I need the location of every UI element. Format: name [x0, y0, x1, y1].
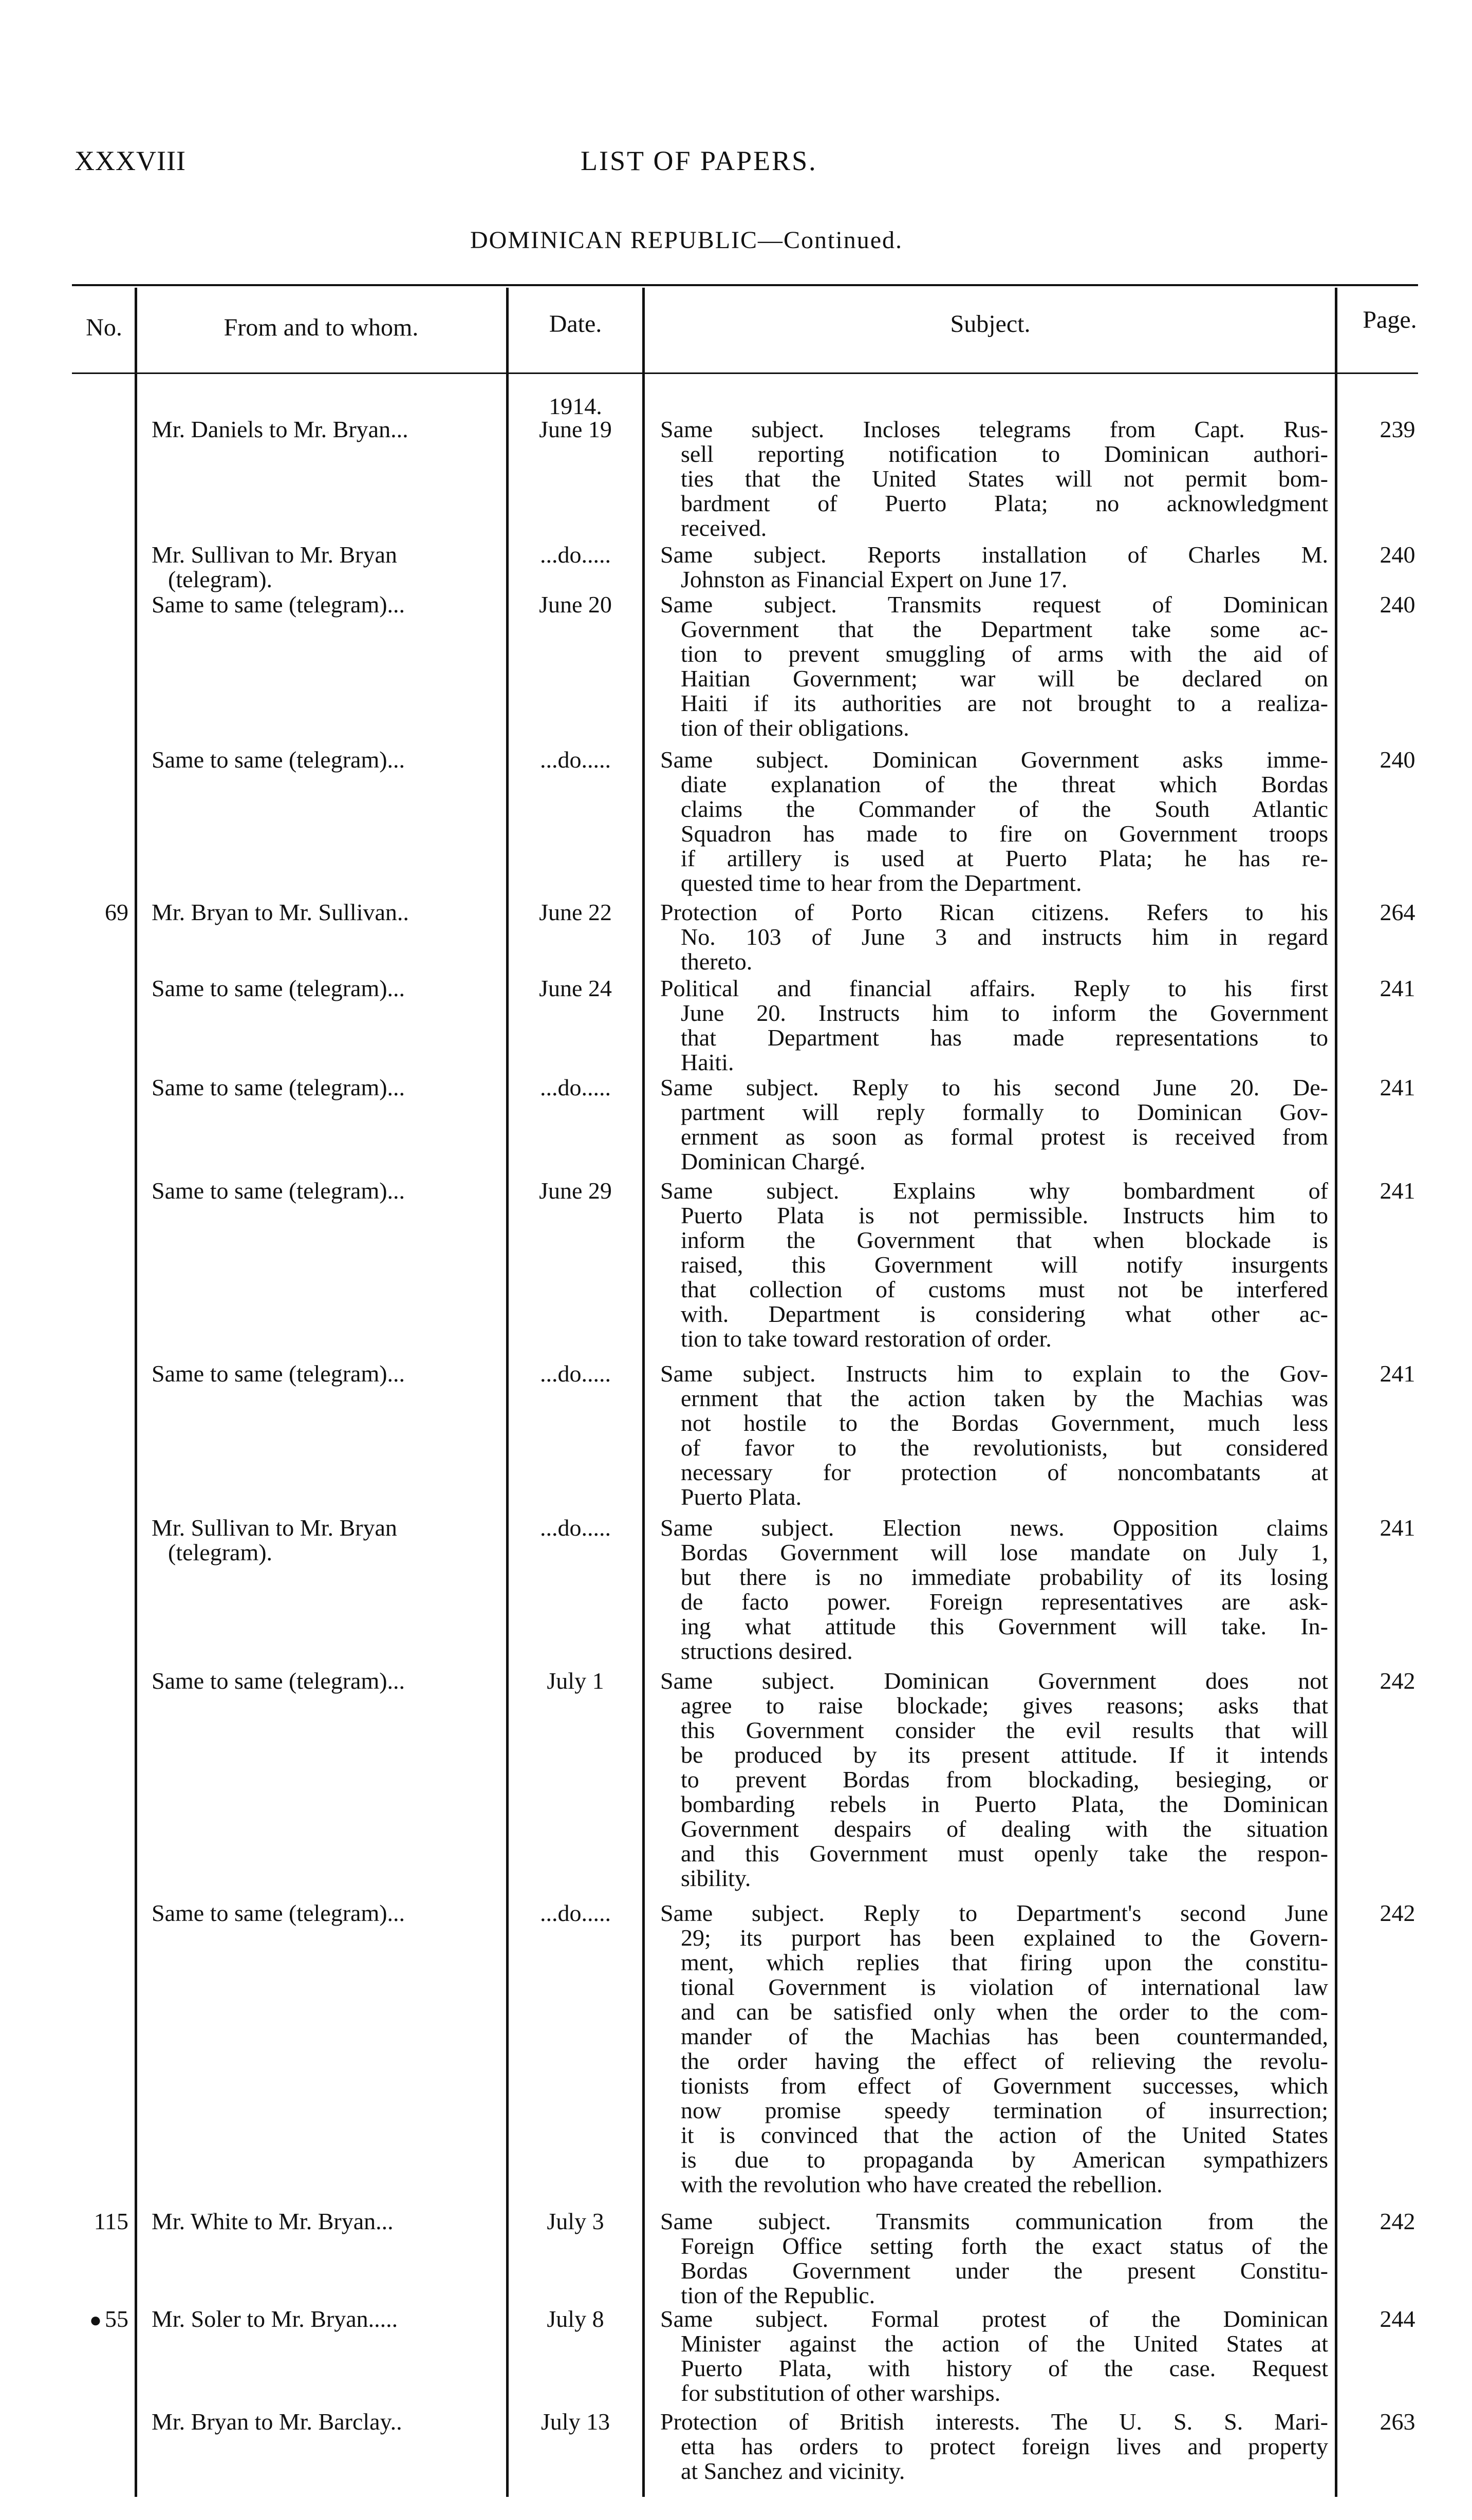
- page-reference: 241: [1380, 975, 1415, 1001]
- paper-date: June 22: [539, 899, 612, 925]
- from-and-to-whom: [152, 543, 506, 592]
- paper-subject: [660, 2410, 1328, 2484]
- subject-line: with the revolution who have created the rebellion.: [681, 2171, 1163, 2197]
- subject-line: Haiti if its authorities are not brought to a realiza-: [681, 690, 1328, 716]
- page-reference: 242: [1380, 1900, 1415, 1926]
- subject-line: is due to propaganda by American sympathizers: [681, 2146, 1328, 2173]
- subject-line: tion of their obligations.: [681, 715, 909, 741]
- subject-line: No. 103 of June 3 and instructs him in regard: [681, 924, 1328, 950]
- subject-line: Minister against the action of the United States at: [681, 2330, 1328, 2357]
- page-reference: 242: [1380, 1668, 1415, 1694]
- from-line: Same to same (telegram)...: [152, 1178, 405, 1204]
- from-and-to-whom: [152, 1075, 506, 1100]
- subject-line: that Department has made representations to: [681, 1024, 1328, 1051]
- subject-line: Protection of Porto Rican citizens. Refers to his: [660, 899, 1328, 925]
- subject-line: not hostile to the Bordas Government, much less: [681, 1410, 1328, 1436]
- page-reference: 240: [1380, 746, 1415, 773]
- subject-line: sell reporting notification to Dominican authori-: [681, 441, 1328, 467]
- paper-subject: [660, 543, 1328, 592]
- subject-line: to prevent Bordas from blockading, besieging, or: [681, 1766, 1328, 1793]
- paper-date: June 19: [539, 416, 612, 442]
- subject-line: ing what attitude this Government will take. In-: [681, 1613, 1328, 1639]
- from-line: Mr. White to Mr. Bryan...: [152, 2208, 394, 2234]
- subject-line: Same subject. Instructs him to explain to the Gov-: [660, 1360, 1328, 1387]
- paper-date: ...do.....: [540, 746, 611, 773]
- subject-line: Puerto Plata.: [681, 1484, 802, 1510]
- subject-line: Haiti.: [681, 1049, 734, 1075]
- column-divider: [1335, 288, 1337, 2497]
- paper-subject: [660, 1669, 1328, 1891]
- column-header-page: Page.: [1363, 306, 1417, 333]
- table-top-rule: [72, 284, 1418, 286]
- paper-date: July 8: [547, 2306, 604, 2332]
- subject-line: quested time to hear from the Department.: [681, 870, 1082, 896]
- paper-subject: [660, 748, 1328, 895]
- column-header-subject: Subject.: [950, 310, 1031, 338]
- subject-line: Same subject. Transmits request of Dominican: [660, 591, 1328, 618]
- subject-line: Bordas Government will lose mandate on July 1,: [681, 1539, 1328, 1565]
- page-reference: 241: [1380, 1074, 1415, 1100]
- subject-line: structions desired.: [681, 1638, 853, 1664]
- subject-line: tion to prevent smuggling of arms with the aid of: [681, 641, 1328, 667]
- subject-line: tionists from effect of Government successes, which: [681, 2073, 1328, 2099]
- subject-line: at Sanchez and vicinity.: [681, 2458, 905, 2484]
- subject-line: Same subject. Election news. Opposition claims: [660, 1515, 1328, 1541]
- paper-date: June 24: [539, 975, 612, 1001]
- subject-line: Haitian Government; war will be declared on: [681, 665, 1328, 692]
- subject-line: if artillery is used at Puerto Plata; he has re-: [681, 845, 1328, 871]
- subject-line: tion to take toward restoration of order.: [681, 1326, 1052, 1352]
- paper-number-text: 55: [105, 2306, 128, 2332]
- subject-line: sibility.: [681, 1865, 751, 1891]
- from-and-to-whom: [152, 592, 506, 617]
- paper-number-text: 115: [94, 2208, 128, 2234]
- from-line: Same to same (telegram)...: [152, 746, 405, 773]
- subject-line: but there is no immediate probability of its losing: [681, 1564, 1328, 1590]
- paper-subject: [660, 2307, 1328, 2405]
- subject-line: Bordas Government under the present Constitu-: [681, 2257, 1328, 2284]
- from-line: (telegram).: [168, 1539, 273, 1565]
- subject-line: June 20. Instructs him to inform the Government: [681, 1000, 1328, 1026]
- paper-number: [72, 900, 128, 925]
- from-line: Same to same (telegram)...: [152, 1074, 405, 1100]
- from-and-to-whom: [152, 2410, 506, 2434]
- paper-number: [72, 2209, 128, 2234]
- subject-line: received.: [681, 515, 767, 541]
- page-reference: 239: [1380, 416, 1415, 442]
- page-reference: 242: [1380, 2208, 1415, 2234]
- page-reference: 241: [1380, 1515, 1415, 1541]
- paper-subject: [660, 1075, 1328, 1174]
- subject-line: the order having the effect of relieving the revolu-: [681, 2048, 1328, 2074]
- from-and-to-whom: [152, 1516, 506, 1565]
- paper-date: June 29: [539, 1178, 612, 1204]
- column-divider: [642, 288, 645, 2497]
- subject-line: Same subject. Formal protest of the Dominican: [660, 2306, 1328, 2332]
- from-and-to-whom: [152, 976, 506, 1001]
- from-and-to-whom: [152, 748, 506, 772]
- page-reference: 241: [1380, 1360, 1415, 1387]
- subject-line: ernment that the action taken by the Machias was: [681, 1385, 1328, 1411]
- paper-subject: [660, 976, 1328, 1075]
- subject-line: Government despairs of dealing with the situation: [681, 1816, 1328, 1842]
- subject-line: and this Government must openly take the respon-: [681, 1840, 1328, 1866]
- from-line: Same to same (telegram)...: [152, 1360, 405, 1387]
- paper-date: ...do.....: [540, 1074, 611, 1100]
- from-line: Mr. Soler to Mr. Bryan.....: [152, 2306, 398, 2332]
- page-reference: 244: [1380, 2306, 1415, 2332]
- subject-line: this Government consider the evil results that will: [681, 1717, 1328, 1743]
- column-header-no: No.: [86, 314, 122, 341]
- paper-date: June 20: [539, 591, 612, 618]
- paper-date: ...do.....: [540, 542, 611, 568]
- from-line: Same to same (telegram)...: [152, 1668, 405, 1694]
- paper-number-text: 69: [105, 899, 128, 925]
- subject-line: thereto.: [681, 948, 753, 975]
- paper-number: [72, 2307, 128, 2332]
- subject-line: Same subject. Transmits communication from the: [660, 2208, 1328, 2234]
- subject-line: Puerto Plata, with history of the case. Request: [681, 2355, 1328, 2381]
- from-line: Same to same (telegram)...: [152, 975, 405, 1001]
- subject-line: Same subject. Dominican Government asks imme-: [660, 746, 1328, 773]
- subject-line: Political and financial affairs. Reply to his first: [660, 975, 1328, 1001]
- from-line: Mr. Sullivan to Mr. Bryan: [152, 542, 397, 568]
- from-and-to-whom: [152, 1361, 506, 1386]
- page-title: LIST OF PAPERS.: [581, 145, 817, 176]
- from-and-to-whom: [152, 1179, 506, 1203]
- subject-line: Squadron has made to fire on Government troops: [681, 820, 1328, 847]
- subject-line: tion of the Republic.: [681, 2282, 875, 2308]
- from-and-to-whom: [152, 900, 506, 925]
- page-reference: 264: [1380, 899, 1415, 925]
- paper-subject: [660, 1179, 1328, 1351]
- bullet-marker: ●: [89, 2308, 102, 2331]
- subject-line: tional Government is violation of international law: [681, 1974, 1328, 2000]
- paper-date: ...do.....: [540, 1515, 611, 1541]
- column-divider: [135, 288, 137, 2497]
- from-and-to-whom: [152, 2209, 506, 2234]
- paper-subject: [660, 417, 1328, 540]
- subject-line: bardment of Puerto Plata; no acknowledgment: [681, 490, 1328, 516]
- subject-line: and can be satisfied only when the order to the com-: [681, 1999, 1328, 2025]
- subject-line: Johnston as Financial Expert on June 17.: [681, 566, 1068, 592]
- from-line: Same to same (telegram)...: [152, 1900, 405, 1926]
- subject-line: diate explanation of the threat which Bordas: [681, 771, 1328, 797]
- paper-date: ...do.....: [540, 1360, 611, 1387]
- paper-subject: [660, 1361, 1328, 1509]
- subject-line: it is convinced that the action of the United States: [681, 2122, 1328, 2148]
- page-reference: 263: [1380, 2409, 1415, 2435]
- paper-date: July 13: [541, 2409, 610, 2435]
- subject-line: Protection of British interests. The U. S. S. Mari-: [660, 2409, 1328, 2435]
- from-line: Mr. Daniels to Mr. Bryan...: [152, 416, 408, 442]
- subject-line: mander of the Machias has been countermanded,: [681, 2023, 1328, 2049]
- subject-line: claims the Commander of the South Atlantic: [681, 796, 1328, 822]
- subject-line: inform the Government that when blockade is: [681, 1227, 1328, 1253]
- subject-line: of favor to the revolutionists, but considered: [681, 1434, 1328, 1461]
- from-and-to-whom: [152, 2307, 506, 2331]
- from-line: Same to same (telegram)...: [152, 591, 405, 618]
- from-line: (telegram).: [168, 566, 273, 592]
- subject-line: Same subject. Dominican Government does not: [660, 1668, 1328, 1694]
- paper-subject: [660, 592, 1328, 740]
- section-subtitle: DOMINICAN REPUBLIC—Continued.: [470, 227, 903, 254]
- paper-subject: [660, 1901, 1328, 2197]
- column-header-from: From and to whom.: [223, 314, 419, 341]
- subject-line: Government that the Department take some ac-: [681, 616, 1328, 642]
- from-line: Mr. Bryan to Mr. Sullivan..: [152, 899, 409, 925]
- subject-line: ernment as soon as formal protest is received from: [681, 1124, 1328, 1150]
- subject-line: ment, which replies that firing upon the constitu-: [681, 1949, 1328, 1975]
- page-number-roman: XXXVIII: [74, 145, 186, 176]
- subject-line: with. Department is considering what other ac-: [681, 1301, 1328, 1327]
- subject-line: be produced by its present attitude. If it intends: [681, 1742, 1328, 1768]
- subject-line: Dominican Chargé.: [681, 1148, 866, 1174]
- subject-line: ties that the United States will not permit bom-: [681, 465, 1328, 492]
- subject-line: Same subject. Incloses telegrams from Capt. Rus-: [660, 416, 1328, 442]
- subject-line: partment will reply formally to Dominican Gov-: [681, 1099, 1328, 1125]
- subject-line: for substitution of other warships.: [681, 2380, 1001, 2406]
- subject-line: Foreign Office setting forth the exact status of the: [681, 2233, 1328, 2259]
- subject-line: Same subject. Reply to his second June 20. De-: [660, 1074, 1328, 1100]
- paper-subject: [660, 1516, 1328, 1664]
- subject-line: agree to raise blockade; gives reasons; asks that: [681, 1692, 1328, 1719]
- page-reference: 240: [1380, 591, 1415, 618]
- subject-line: that collection of customs must not be interfered: [681, 1276, 1328, 1302]
- paper-date: July 1: [547, 1668, 604, 1694]
- page-reference: 241: [1380, 1178, 1415, 1204]
- page-reference: 240: [1380, 542, 1415, 568]
- subject-line: necessary for protection of noncombatants at: [681, 1459, 1328, 1485]
- paper-date: July 3: [547, 2208, 604, 2234]
- from-and-to-whom: [152, 1669, 506, 1693]
- header-bottom-rule: [72, 372, 1418, 374]
- subject-line: now promise speedy termination of insurrection;: [681, 2097, 1328, 2123]
- from-line: Mr. Bryan to Mr. Barclay..: [152, 2409, 402, 2435]
- subject-line: bombarding rebels in Puerto Plata, the Dominican: [681, 1791, 1328, 1817]
- paper-subject: [660, 2209, 1328, 2308]
- column-divider: [506, 288, 509, 2497]
- from-line: Mr. Sullivan to Mr. Bryan: [152, 1515, 397, 1541]
- subject-line: Puerto Plata is not permissible. Instructs him to: [681, 1202, 1328, 1228]
- subject-line: Same subject. Reports installation of Charles M.: [660, 542, 1328, 568]
- subject-line: de facto power. Foreign representatives are ask-: [681, 1589, 1328, 1615]
- subject-line: Same subject. Reply to Department's second June: [660, 1900, 1328, 1926]
- from-and-to-whom: [152, 1901, 506, 1926]
- subject-line: raised, this Government will notify insurgents: [681, 1252, 1328, 1278]
- from-and-to-whom: [152, 417, 506, 442]
- year-label: 1914.: [549, 393, 602, 419]
- column-header-date: Date.: [549, 310, 602, 338]
- subject-line: 29; its purport has been explained to the Govern-: [681, 1925, 1328, 1951]
- subject-line: Same subject. Explains why bombardment of: [660, 1178, 1328, 1204]
- paper-subject: [660, 900, 1328, 974]
- paper-date: ...do.....: [540, 1900, 611, 1926]
- subject-line: etta has orders to protect foreign lives and property: [681, 2433, 1328, 2459]
